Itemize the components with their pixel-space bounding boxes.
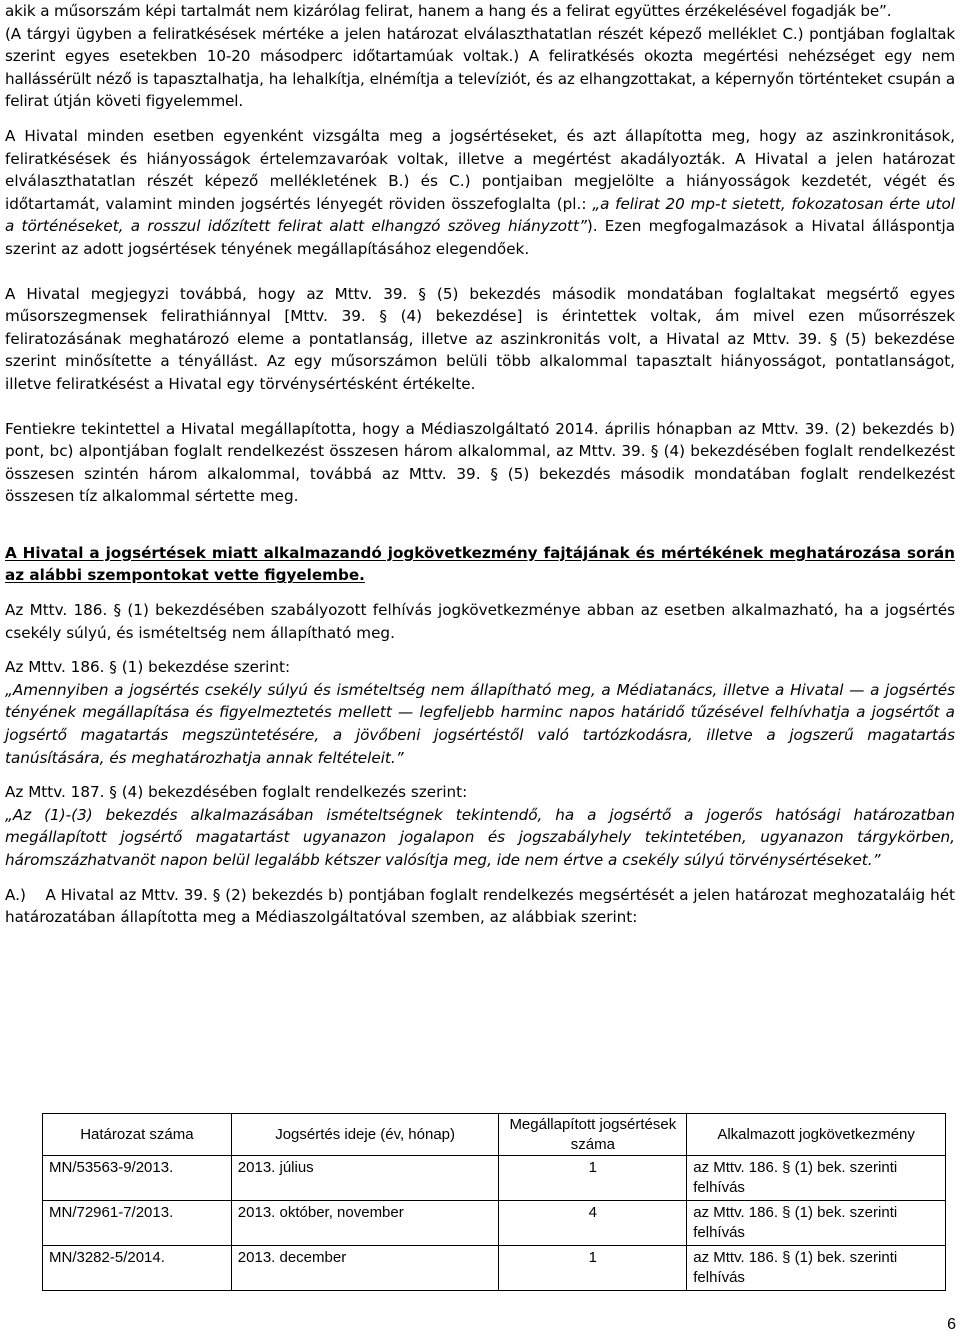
cell-sanction: az Mttv. 186. § (1) bek. szerinti felhívás bbox=[687, 1201, 946, 1246]
paragraph-subtitle-delay: (A tárgyi ügyben a feliratkésések mértéke a jelen határozat elválaszthatatlan részét képező melléklet C.) pontjában foglaltak szerint egyes esetekben 10-20 másodperc időtartamúak voltak.) A feliratkésés okozta megértési nehézséget egy nem hallássérült néző is tapasztalhatja, ha lehalkítja, elnémítja a televíziót, és az elhangzottakat, a képernyőn történteket csupán a felirat útján követi figyelemmel. bbox=[5, 24, 955, 111]
cell-violation-count: 1 bbox=[499, 1246, 687, 1291]
review-text: A Hivatal minden esetben egyenként vizsgálta meg a jogsértéseket, és azt állapította meg, hogy az aszinkronitások, feliratkésések és hiányosságok értelemzavaróak voltak, illetve a megértést akadályozták. A Hivatal a jelen határozat elválaszthatatlan részét képező mellékletének B.) és C.) pontjaiban megjelölte a hiányosságok kezdetét, végét és időtartamát, valamint minden jogsértés lényegét röviden összefoglalta (pl.: bbox=[5, 126, 955, 213]
point-a-text: A Hivatal az Mttv. 39. § (2) bekezdés b) pontjában foglalt rendelkezés megsértését a jelen határozat meghozataláig hét határozatában állapította meg a Médiaszolgáltatóval szemben, az alábbiak szerint: bbox=[5, 885, 956, 927]
point-a-label: A.) bbox=[5, 885, 26, 904]
cell-violation-count: 1 bbox=[499, 1156, 687, 1201]
decisions-table bbox=[42, 1113, 946, 1291]
header-violation-count: Megállapított jogsértések száma bbox=[499, 1114, 687, 1156]
paragraph-point-a bbox=[5, 884, 955, 929]
table-header-row bbox=[43, 1114, 946, 1156]
paragraph-continuation: akik a műsorszám képi tartalmát nem kizárólag felirat, hanem a hang és a felirat együttes érzékelésével fogadják be”. bbox=[5, 2, 892, 20]
paragraph-missing-subtitles: A Hivatal megjegyzi továbbá, hogy az Mttv. 39. § (5) bekezdés második mondatában foglaltakat megsértő egyes műsorszegmensek felirathiánnyal [Mttv. 39. § (4) bekezdése] is érintettek voltak, ám mivel ezen műsorrészek feliratozásának meghatározó eleme a pontatlanság, illetve az aszinkronitás volt, a Hivatal az Mttv. 39. § (5) bekezdése szerint minősítette a tényállást. Az egy műsorszámon belüli több alkalommal tapasztalt hiányosságot, pontatlanságot, illetve feliratkésést a Hivatal egy törvénysértésként értékelte. bbox=[5, 284, 955, 393]
header-violation-date: Jogsértés ideje (év, hónap) bbox=[231, 1114, 499, 1156]
cell-violation-count: 4 bbox=[499, 1201, 687, 1246]
header-sanction: Alkalmazott jogkövetkezmény bbox=[687, 1114, 946, 1156]
cell-violation-date: 2013. december bbox=[231, 1246, 499, 1291]
cell-decision-number: MN/72961-7/2013. bbox=[43, 1201, 232, 1246]
table-row bbox=[43, 1246, 946, 1291]
cell-decision-number: MN/3282-5/2014. bbox=[43, 1246, 232, 1291]
paragraph-186-intro: Az Mttv. 186. § (1) bekezdése szerint: bbox=[5, 658, 291, 677]
section-heading: A Hivatal a jogsértések miatt alkalmazandó jogkövetkezmény fajtájának és mértékének meghatározása során az alábbi szempontokat vette figyelembe. bbox=[5, 543, 955, 585]
review-example-quote: „a felirat 20 mp-t sietett, fokozatosan érte utol a történéseket, a rosszul időzített felirat alatt elhangzó szöveg hiányzott” bbox=[5, 194, 955, 236]
cell-violation-date: 2013. október, november bbox=[231, 1201, 499, 1246]
page-number: 6 bbox=[947, 1316, 956, 1333]
review-text-end: ). Ezen megfogalmazások a Hivatal álláspontja szerint az adott jogsértések tényének megállapításához elegendőek. bbox=[5, 217, 955, 258]
cell-violation-date: 2013. július bbox=[231, 1156, 499, 1201]
cell-sanction: az Mttv. 186. § (1) bek. szerinti felhívás bbox=[687, 1246, 946, 1291]
paragraph-violations-review bbox=[5, 125, 955, 261]
document-page bbox=[5, 0, 955, 929]
table-row bbox=[43, 1201, 946, 1246]
table-row bbox=[43, 1156, 946, 1201]
paragraph-findings: Fentiekre tekintettel a Hivatal megállapította, hogy a Médiaszolgáltató 2014. április hónapban az Mttv. 39. (2) bekezdés b) pont, bc) alpontjában foglalt rendelkezést összesen három alkalommal, az Mttv. 39. § (4) bekezdésében foglalt rendelkezést összesen szintén három alkalommal, továbbá az Mttv. 39. § (5) bekezdés második mondatában foglalt rendelkezést összesen tíz alkalommal sértette meg. bbox=[5, 419, 955, 506]
quote-186: „Amennyiben a jogsértés csekély súlyú és ismételtség nem állapítható meg, a Médiatanács, illetve a Hivatal — a jogsértés tényének megállapítása és figyelmeztetés mellett — legfeljebb harminc napos határidő tűzésével felhívhatja a jogsértőt a jogsértő magatartás megszüntetésére, a jövőbeni jogsértéstől való tartózkodásra, illetve a jogszerű magatartás tanúsítására, és meghatározhatja annak feltételeit.” bbox=[5, 680, 955, 767]
cell-sanction: az Mttv. 186. § (1) bek. szerinti felhívás bbox=[687, 1156, 946, 1201]
paragraph-warning-sanction: Az Mttv. 186. § (1) bekezdésében szabályozott felhívás jogkövetkezménye abban az esetben alkalmazható, ha a jogsértés csekély súlyú, és ismételtség nem állapítható meg. bbox=[5, 601, 955, 642]
header-decision-number: Határozat száma bbox=[43, 1114, 232, 1156]
quote-187: „Az (1)-(3) bekezdés alkalmazásában ismételtségnek tekintendő, ha a jogsértő a jogerős hatósági határozatban megállapított jogsértő magatartást ugyanazon jogalapon és jogszabályhely tekintetében, ugyanazon tárgykörben, háromszázhatvanöt napon belül legalább kétszer valósítja meg, ide nem értve a csekély súlyú törvénysértéseket.” bbox=[5, 805, 955, 869]
cell-decision-number: MN/53563-9/2013. bbox=[43, 1156, 232, 1201]
paragraph-187-intro: Az Mttv. 187. § (4) bekezdésében foglalt rendelkezés szerint: bbox=[5, 783, 468, 802]
